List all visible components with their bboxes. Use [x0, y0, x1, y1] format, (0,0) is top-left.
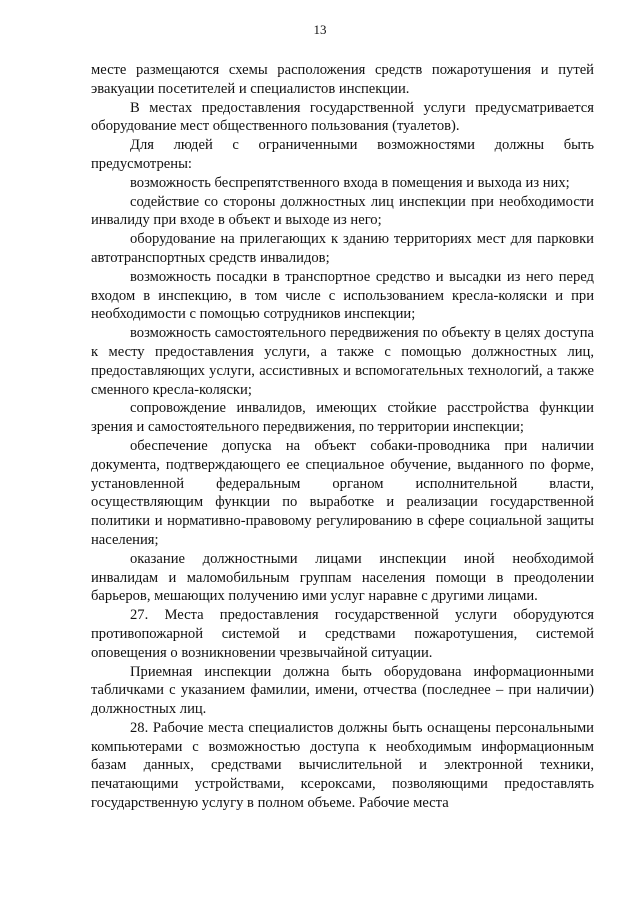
paragraph-information-plates: Приемная инспекции должна быть оборудована информационными табличками с указанием фамилии, имени, отчества (последнее – при наличии) должностных лиц. — [91, 663, 594, 718]
paragraph-disabilities-intro: Для людей с ограниченными возможностями должны быть предусмотрены: — [91, 137, 594, 172]
paragraph-guide-dog: обеспечение допуска на объект собаки-проводника при наличии документа, подтверждающего ее специальное обучение, выданного по форме, установленной федеральным органом исполнительной власти, осуществляющим функции по выработке и реализации государственной политики и нормативно-правовому регулированию в сфере социальной защиты населения; — [91, 437, 594, 548]
paragraph-free-access: возможность беспрепятственного входа в помещения и выхода из них; — [130, 174, 570, 191]
paragraph-item-27: 27. Места предоставления государственной услуги оборудуются противопожарной системой и средствами пожаротушения, системой оповещения о возникновении чрезвычайной ситуации. — [91, 607, 594, 661]
paragraph-escort: сопровождение инвалидов, имеющих стойкие расстройства функции зрения и самостоятельного передвижения, по территории инспекции; — [91, 400, 594, 436]
paragraph-vehicle-boarding: возможность посадки в транспортное средство и высадки из него перед входом в инспекцию, в том числе с использованием кресла-коляски и при необходимости с помощью сотрудников инспекции; — [91, 268, 594, 323]
paragraph-parking: оборудование на прилегающих к зданию территориях мест для парковки автотранспортных средств инвалидов; — [91, 231, 594, 266]
paragraph-independent-movement: возможность самостоятельного передвижения по объекту в целях доступа к месту предоставления услуги, а также с помощью должностных лиц, предоставляющих услуги, ассистивных и вспомогательных технологий, а также сменного кресла-коляски; — [91, 325, 594, 398]
paragraph-public-facilities: В местах предоставления государственной услуги предусматривается оборудование мест общественного пользования (туалетов). — [91, 99, 594, 135]
paragraph-other-assistance: оказание должностными лицами инспекции иной необходимой инвалидам и маломобильным группам населения помощи в преодолении барьеров, мешающих получению ими услуг наравне с другими лицами. — [91, 550, 594, 605]
page-number: 13 — [313, 22, 327, 37]
paragraph-staff-assistance: содействие со стороны должностных лиц инспекции при необходимости инвалиду при входе в объект и выходе из него; — [91, 193, 594, 229]
paragraph-evacuation-schemes: месте размещаются схемы расположения средств пожаротушения и путей эвакуации посетителей и специалистов инспекции. — [91, 62, 594, 97]
body-text — [91, 61, 594, 813]
paragraph-item-28: 28. Рабочие места специалистов должны быть оснащены персональными компьютерами с возможностью доступа к необходимым информационным базам данных, средствами вычислительной и электронной техники, печатающими устройствами, ксероксами, позволяющими предоставлять государственную услугу в полном объеме. Рабочие места — [91, 719, 594, 812]
